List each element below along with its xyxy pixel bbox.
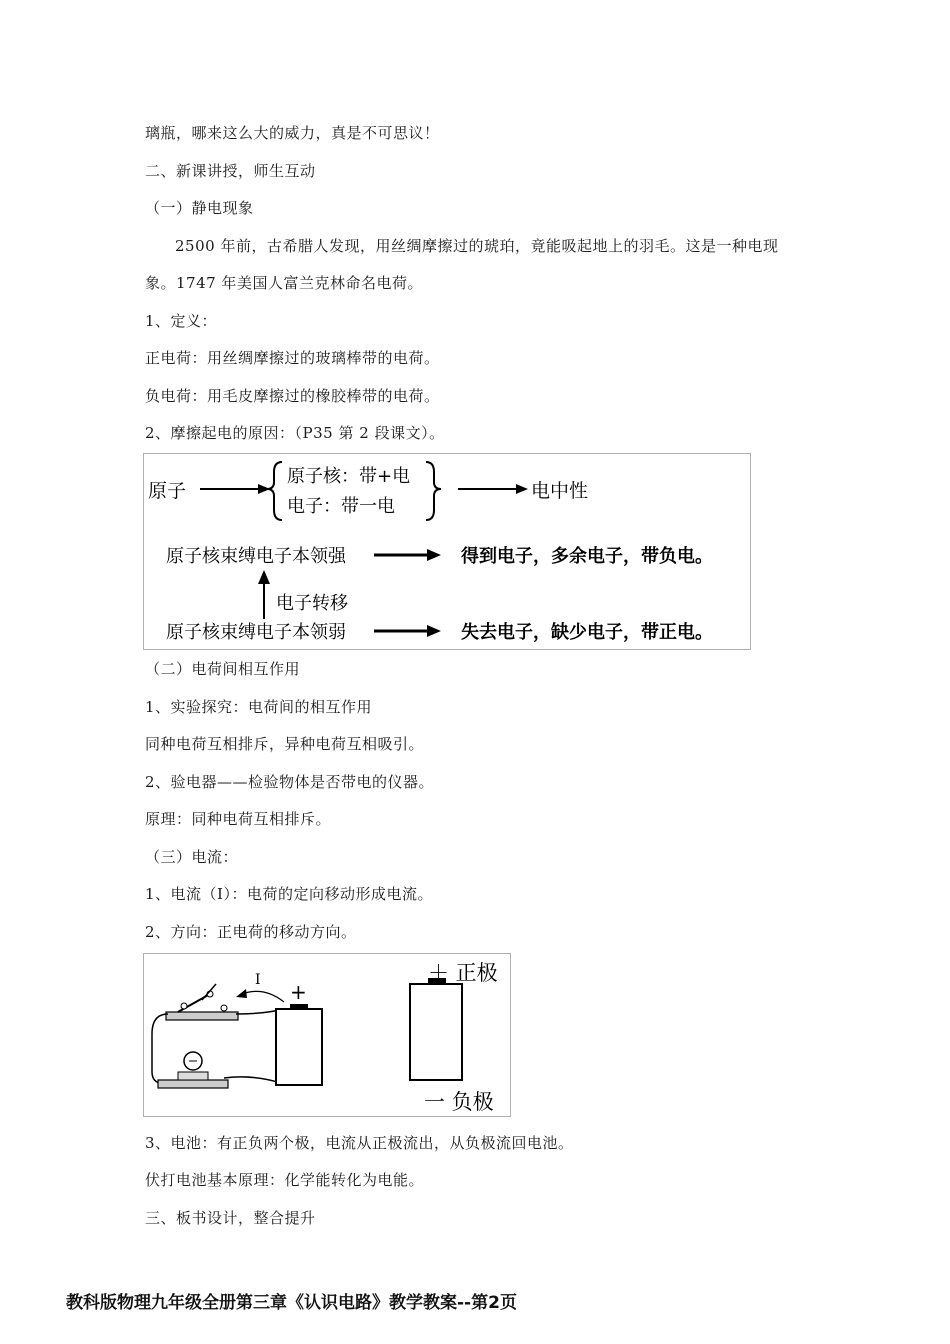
electroscope-principle: 原理：同种电荷互相排斥。	[145, 810, 332, 828]
subsection-heading-2: （二）电荷间相互作用	[145, 660, 301, 678]
battery-description: 3、电池：有正负两个极，电流从正极流出，从负极流回电池。	[145, 1134, 574, 1152]
weak-result-label: 失去电子，缺少电子，带正电。	[461, 622, 713, 643]
current-definition: 1、电流（I）：电荷的定向移动形成电流。	[145, 885, 433, 903]
section-heading-3: 三、板书设计，整合提升	[145, 1209, 316, 1227]
circuit-diagram	[143, 953, 511, 1117]
voltaic-principle: 伏打电池基本原理：化学能转化为电能。	[145, 1171, 425, 1189]
atom-label: 原子	[148, 480, 187, 502]
atom-charge-diagram	[143, 453, 751, 650]
positive-pole-label: ＋ 正极	[428, 961, 498, 985]
paragraph-history-cont: 象。1747 年美国人富兰克林命名电荷。	[145, 274, 423, 292]
section-heading-2: 二、新课讲授，师生互动	[145, 162, 316, 180]
positive-charge-definition: 正电荷：用丝绸摩擦过的玻璃棒带的电荷。	[145, 349, 440, 367]
strong-binding-label: 原子核束缚电子本领强	[166, 546, 346, 567]
electroscope-heading: 2、验电器——检验物体是否带电的仪器。	[145, 773, 435, 791]
neutral-label: 电中性	[531, 480, 589, 502]
interaction-rule: 同种电荷互相排斥，异种电荷互相吸引。	[145, 735, 425, 753]
current-label: I	[255, 972, 261, 988]
plus-label: +	[290, 980, 307, 1004]
current-direction: 2、方向：正电荷的移动方向。	[145, 923, 357, 941]
experiment-heading: 1、实验探究：电荷间的相互作用	[145, 698, 373, 716]
negative-charge-definition: 负电荷：用毛皮摩擦过的橡胶棒带的电荷。	[145, 387, 440, 405]
negative-pole-label: 一 负极	[424, 1090, 494, 1114]
page-footer: 教科版物理九年级全册第三章《认识电路》教学教案--第2页	[66, 1293, 517, 1313]
strong-result-label: 得到电子，多余电子，带负电。	[461, 546, 713, 567]
subsection-heading-3: （三）电流：	[145, 848, 239, 866]
transfer-label: 电子转移	[276, 593, 348, 614]
electron-label: 电子：带一电	[287, 496, 395, 517]
friction-cause-heading: 2、摩擦起电的原因：（P35 第 2 段课文）。	[145, 424, 445, 442]
subsection-heading-1: （一）静电现象	[145, 199, 254, 217]
weak-binding-label: 原子核束缚电子本领弱	[166, 622, 346, 643]
definition-heading: 1、定义：	[145, 312, 218, 330]
paragraph-history: 2500 年前，古希腊人发现，用丝绸摩擦过的琥珀，竟能吸起地上的羽毛。这是一种电现	[175, 237, 779, 255]
nucleus-label: 原子核：带+电	[287, 466, 411, 487]
paragraph-1: 璃瓶，哪来这么大的威力，真是不可思议！	[145, 124, 440, 142]
